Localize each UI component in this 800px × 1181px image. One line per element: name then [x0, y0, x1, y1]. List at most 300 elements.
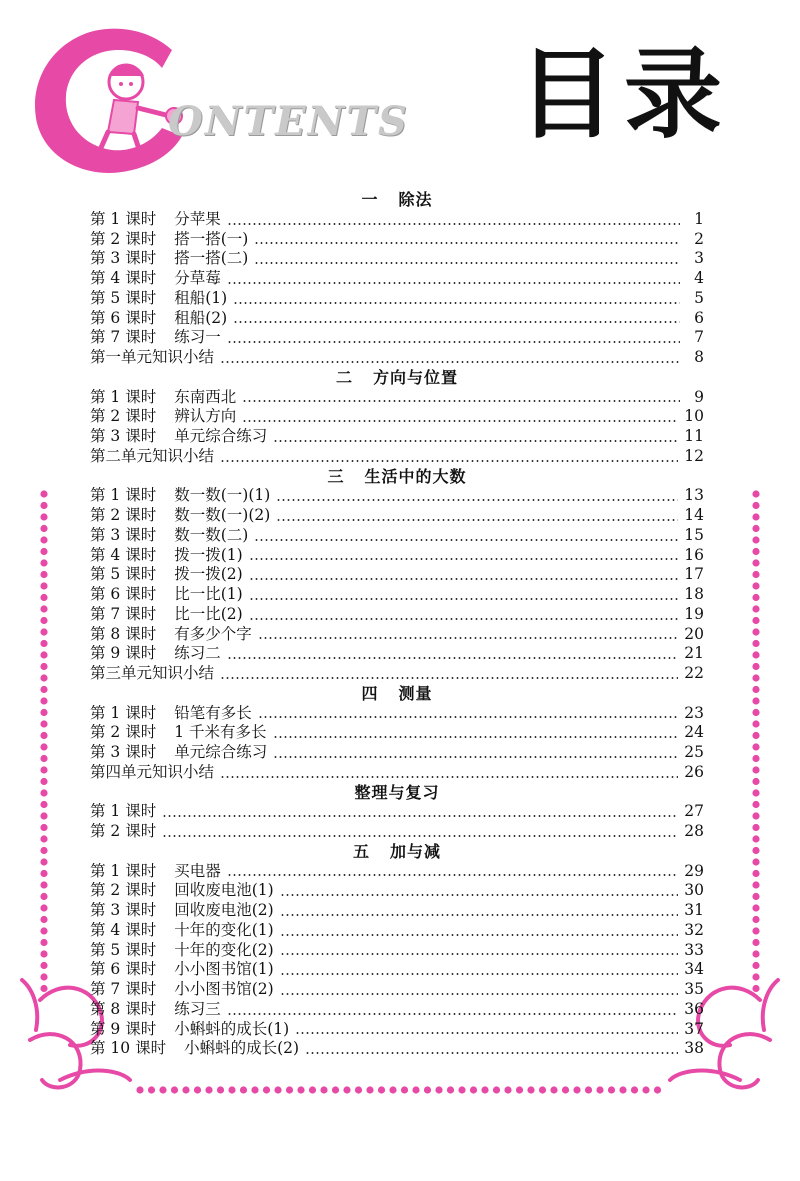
toc-lesson-row	[90, 388, 704, 408]
lesson-name: 小蝌蚪的成长(1)	[174, 1019, 290, 1038]
lesson-name: 搭一搭(一)	[174, 229, 249, 248]
lesson-name: 十年的变化(2)	[174, 940, 274, 959]
page-number: 17	[684, 565, 704, 584]
page-number: 3	[694, 249, 704, 268]
border-dot-icon	[752, 548, 759, 555]
page-number: 5	[694, 288, 704, 307]
border-dot-icon	[378, 1086, 385, 1093]
dot-leader	[227, 874, 679, 876]
unit-title: 整理与复习	[354, 782, 440, 802]
page-number: 12	[684, 446, 704, 465]
lesson-name: 回收废电池(1)	[174, 881, 274, 900]
lesson-number: 第 1 课时	[90, 703, 157, 722]
border-dot-icon	[412, 1086, 419, 1093]
border-dot-icon	[40, 651, 47, 658]
border-dot-icon	[752, 847, 759, 854]
border-dot-icon	[40, 640, 47, 647]
unit-title: 加与减	[390, 841, 442, 861]
page-number: 15	[684, 525, 704, 544]
lesson-name: 搭一搭(二)	[174, 249, 249, 268]
dot-leader	[242, 420, 678, 422]
border-dot-icon	[148, 1086, 155, 1093]
border-dot-icon	[274, 1086, 281, 1093]
border-dot-icon	[752, 617, 759, 624]
border-dot-icon	[40, 881, 47, 888]
toc-lesson-row	[90, 269, 704, 289]
border-dot-icon	[40, 950, 47, 957]
border-dot-icon	[752, 663, 759, 670]
toc-lesson-row	[90, 704, 704, 724]
border-dot-icon	[752, 973, 759, 980]
border-dot-icon	[40, 801, 47, 808]
border-dot-icon	[40, 847, 47, 854]
dot-leader	[305, 1052, 678, 1054]
page-number: 4	[694, 269, 704, 287]
border-dot-icon	[752, 962, 759, 969]
border-dot-icon	[752, 720, 759, 727]
lesson-number: 第 5 课时	[90, 940, 157, 959]
border-dot-icon	[752, 778, 759, 785]
lesson-number: 第 4 课时	[90, 920, 157, 939]
lesson-number: 第 7 课时	[90, 604, 157, 623]
border-dot-icon	[40, 755, 47, 762]
dot-leader	[280, 934, 679, 936]
page-number: 28	[684, 822, 704, 840]
border-dot-icon	[642, 1086, 649, 1093]
lesson-number: 第 6 课时	[90, 960, 157, 979]
lesson-name: 第四单元知识小结	[90, 762, 215, 781]
dot-leader	[242, 400, 680, 402]
border-dot-icon	[320, 1086, 327, 1093]
lesson-number: 第 2 课时	[90, 822, 157, 840]
border-dot-icon	[481, 1086, 488, 1093]
page-number: 38	[684, 1039, 704, 1058]
dot-leader	[227, 1013, 679, 1015]
border-dot-icon	[752, 502, 759, 509]
border-dot-icon	[504, 1086, 511, 1093]
border-dot-icon	[40, 674, 47, 681]
border-dot-icon	[40, 835, 47, 842]
dot-leader	[162, 815, 678, 817]
page-number: 23	[684, 703, 704, 722]
dot-leader	[258, 716, 679, 718]
border-dot-icon	[40, 582, 47, 589]
toc-summary-row	[90, 348, 704, 368]
border-dot-icon	[40, 605, 47, 612]
lesson-number: 第 4 课时	[90, 545, 157, 564]
lesson-number: 第 2 课时	[90, 229, 157, 248]
lesson-number: 第 5 课时	[90, 565, 157, 584]
lesson-name: 数一数(一)(2)	[174, 506, 271, 524]
toc-lesson-row	[90, 802, 704, 822]
border-dot-icon	[40, 962, 47, 969]
border-dot-icon	[752, 732, 759, 739]
toc-lesson-row	[90, 941, 704, 961]
toc-lesson-row	[90, 486, 704, 506]
toc-lesson-row	[90, 921, 704, 941]
toc-lesson-row	[90, 249, 704, 269]
toc-lesson-row	[90, 1020, 704, 1040]
dot-leader	[220, 776, 678, 778]
unit-title: 除法	[398, 190, 433, 209]
lesson-name: 买电器	[174, 861, 221, 880]
page-number: 19	[684, 604, 704, 623]
unit-heading	[90, 783, 704, 803]
lesson-name: 回收废电池(2)	[174, 901, 274, 919]
page-number: 30	[684, 881, 704, 900]
page-number: 31	[684, 901, 704, 919]
page-number: 26	[684, 762, 704, 781]
page-number: 24	[684, 723, 704, 742]
page-number: 16	[684, 545, 704, 564]
page-number: 34	[684, 960, 704, 979]
toc-lesson-row	[90, 309, 704, 329]
toc-lesson-row	[90, 862, 704, 882]
lesson-name: 比一比(1)	[174, 585, 243, 603]
page-number: 8	[694, 348, 704, 366]
border-dot-icon	[752, 755, 759, 762]
toc-lesson-row	[90, 328, 704, 348]
lesson-name: 十年的变化(1)	[174, 920, 274, 939]
page-number: 27	[684, 802, 704, 821]
page-number: 32	[684, 920, 704, 939]
border-dot-icon	[631, 1086, 638, 1093]
border-dot-icon	[40, 536, 47, 543]
border-dot-icon	[40, 824, 47, 831]
lesson-number: 第 3 课时	[90, 743, 157, 761]
lesson-name: 分草莓	[174, 269, 221, 287]
toc-lesson-row	[90, 289, 704, 309]
lesson-number: 第 1 课时	[90, 209, 157, 228]
border-dot-icon	[40, 525, 47, 532]
border-dot-icon	[752, 686, 759, 693]
dot-leader	[249, 578, 679, 580]
border-dot-icon	[343, 1086, 350, 1093]
page-number: 13	[684, 486, 704, 505]
border-dot-icon	[159, 1086, 166, 1093]
border-dot-icon	[40, 904, 47, 911]
border-dot-icon	[752, 525, 759, 532]
border-dot-icon	[424, 1086, 431, 1093]
border-dot-icon	[752, 927, 759, 934]
dot-leader	[280, 953, 679, 955]
unit-number: 一	[361, 190, 379, 209]
border-dot-icon	[389, 1086, 396, 1093]
page-number: 11	[684, 427, 704, 445]
lesson-number: 第 4 课时	[90, 269, 157, 287]
unit-title: 生活中的大数	[364, 466, 467, 486]
lesson-number: 第 3 课时	[90, 901, 157, 919]
border-dot-icon	[40, 939, 47, 946]
page-number: 6	[694, 308, 704, 327]
unit-title: 方向与位置	[373, 367, 459, 387]
border-dot-icon	[752, 916, 759, 923]
border-dot-icon	[40, 697, 47, 704]
border-dot-icon	[366, 1086, 373, 1093]
lesson-name: 租船(2)	[174, 308, 228, 327]
unit-number: 二	[335, 367, 353, 387]
border-dot-icon	[585, 1086, 592, 1093]
border-dot-icon	[263, 1086, 270, 1093]
border-dot-icon	[40, 513, 47, 520]
lesson-name: 练习一	[174, 328, 221, 347]
border-dot-icon	[40, 812, 47, 819]
border-dot-icon	[40, 628, 47, 635]
border-dot-icon	[608, 1086, 615, 1093]
contents-wordmark: ONTENTS	[168, 98, 409, 145]
unit-number: 三	[327, 466, 345, 486]
lesson-number: 第 2 课时	[90, 407, 157, 426]
page-number: 7	[694, 328, 704, 347]
table-of-contents	[90, 190, 704, 1059]
lesson-number: 第 6 课时	[90, 585, 157, 603]
dot-leader	[276, 499, 678, 501]
border-dot-icon	[516, 1086, 523, 1093]
border-dot-icon	[40, 594, 47, 601]
border-dot-icon	[40, 502, 47, 509]
border-dot-icon	[752, 950, 759, 957]
lesson-name: 拨一拨(1)	[174, 545, 243, 564]
border-dot-icon	[40, 858, 47, 865]
border-dot-icon	[40, 743, 47, 750]
border-dot-icon	[40, 766, 47, 773]
border-dot-icon	[40, 916, 47, 923]
toc-lesson-row	[90, 960, 704, 980]
lesson-name: 租船(1)	[174, 288, 228, 307]
page-number: 25	[684, 743, 704, 761]
border-dot-icon	[435, 1086, 442, 1093]
lesson-number: 第 3 课时	[90, 427, 157, 445]
unit-heading	[90, 684, 704, 704]
toc-lesson-row	[90, 210, 704, 230]
dot-leader	[254, 262, 680, 264]
border-dot-icon	[182, 1086, 189, 1093]
page-number: 37	[684, 1019, 704, 1038]
lesson-number: 第 2 课时	[90, 506, 157, 524]
border-dot-icon	[40, 617, 47, 624]
border-dot-icon	[470, 1086, 477, 1093]
lesson-name: 单元综合练习	[174, 427, 268, 445]
border-dot-icon	[562, 1086, 569, 1093]
toc-lesson-row	[90, 506, 704, 526]
border-dot-icon	[752, 628, 759, 635]
lesson-number: 第 1 课时	[90, 486, 157, 505]
border-dot-icon	[752, 605, 759, 612]
border-dot-icon	[136, 1086, 143, 1093]
lesson-number: 第 7 课时	[90, 328, 157, 347]
border-dot-icon	[40, 870, 47, 877]
toc-lesson-row	[90, 644, 704, 664]
border-dot-icon	[752, 789, 759, 796]
lesson-name: 小小图书馆(2)	[174, 980, 274, 998]
dot-leader	[220, 460, 678, 462]
toc-lesson-row	[90, 526, 704, 546]
toc-lesson-row	[90, 427, 704, 447]
toc-lesson-row	[90, 743, 704, 763]
border-dot-icon	[40, 663, 47, 670]
toc-lesson-row	[90, 1000, 704, 1020]
border-dot-icon	[40, 686, 47, 693]
lesson-name: 第一单元知识小结	[90, 348, 215, 366]
toc-lesson-row	[90, 585, 704, 605]
border-dot-icon	[752, 801, 759, 808]
border-dot-icon	[40, 709, 47, 716]
border-dot-icon	[309, 1086, 316, 1093]
border-dot-icon	[286, 1086, 293, 1093]
lesson-number: 第 3 课时	[90, 249, 157, 268]
lesson-number: 第 1 课时	[90, 861, 157, 880]
unit-number: 五	[352, 841, 370, 861]
border-dot-icon	[40, 927, 47, 934]
border-dot-icon	[171, 1086, 178, 1093]
lesson-name: 比一比(2)	[174, 604, 243, 623]
border-dot-icon	[752, 743, 759, 750]
border-dot-icon	[752, 582, 759, 589]
page-number: 29	[684, 861, 704, 880]
border-dot-icon	[752, 513, 759, 520]
border-dot-icon	[752, 893, 759, 900]
toc-lesson-row	[90, 881, 704, 901]
border-dot-icon	[752, 571, 759, 578]
lesson-name: 东南西北	[174, 387, 237, 406]
dot-leader	[249, 558, 679, 560]
page-number: 1	[694, 209, 704, 228]
border-dot-icon	[194, 1086, 201, 1093]
unit-title: 测量	[398, 683, 433, 703]
toc-summary-row	[90, 763, 704, 783]
border-dot-icon	[40, 789, 47, 796]
lesson-name: 分苹果	[174, 209, 221, 228]
border-dot-icon	[752, 697, 759, 704]
border-dot-icon	[40, 985, 47, 992]
toc-lesson-row	[90, 1039, 704, 1059]
border-dot-icon	[752, 674, 759, 681]
dot-leader	[254, 539, 678, 541]
border-dot-icon	[355, 1086, 362, 1093]
page-number: 20	[684, 624, 704, 643]
unit-number: 四	[361, 683, 379, 703]
border-dot-icon	[752, 640, 759, 647]
border-dot-icon	[752, 985, 759, 992]
border-dot-icon	[752, 881, 759, 888]
border-dot-icon	[752, 536, 759, 543]
lesson-number: 第 10 课时	[90, 1039, 167, 1058]
border-dot-icon	[539, 1086, 546, 1093]
unit-heading	[90, 368, 704, 388]
dot-leader	[233, 321, 680, 323]
lesson-number: 第 5 课时	[90, 288, 157, 307]
lesson-name: 拨一拨(2)	[174, 565, 243, 584]
toc-lesson-row	[90, 230, 704, 250]
border-dot-icon	[619, 1086, 626, 1093]
page-number: 10	[684, 407, 704, 426]
toc-lesson-row	[90, 901, 704, 921]
dot-leader	[273, 440, 678, 442]
border-dot-icon	[217, 1086, 224, 1093]
border-dot-icon	[228, 1086, 235, 1093]
dot-leader	[254, 242, 680, 244]
lesson-name: 单元综合练习	[174, 743, 268, 761]
border-dot-icon	[573, 1086, 580, 1093]
dot-leader	[276, 519, 678, 521]
dot-leader	[280, 914, 679, 916]
dot-leader	[280, 973, 679, 975]
lesson-number: 第 6 课时	[90, 308, 157, 327]
page-number: 2	[694, 229, 704, 248]
dot-leader	[258, 637, 679, 639]
dot-leader	[249, 598, 679, 600]
border-dot-icon	[752, 766, 759, 773]
dot-leader	[273, 756, 678, 758]
dot-leader	[227, 657, 679, 659]
dot-leader	[227, 223, 680, 225]
lesson-number: 第 1 课时	[90, 387, 157, 406]
border-dot-icon	[527, 1086, 534, 1093]
border-dot-icon	[332, 1086, 339, 1093]
border-dot-icon	[752, 904, 759, 911]
dot-leader	[249, 618, 679, 620]
dot-leader	[233, 302, 680, 304]
page-number: 21	[684, 644, 704, 663]
dot-leader	[227, 341, 680, 343]
lesson-number: 第 9 课时	[90, 1019, 157, 1038]
toc-lesson-row	[90, 980, 704, 1000]
page-number: 14	[684, 506, 704, 524]
page-title: 目录	[518, 38, 731, 152]
lesson-name: 小蝌蚪的成长(2)	[184, 1039, 300, 1058]
border-dot-icon	[596, 1086, 603, 1093]
dot-leader	[280, 894, 679, 896]
lesson-number: 第 1 课时	[90, 802, 157, 821]
lesson-name: 数一数(二)	[174, 525, 249, 544]
page-number: 18	[684, 585, 704, 603]
border-dot-icon	[752, 594, 759, 601]
border-dot-icon	[401, 1086, 408, 1093]
lesson-number: 第 8 课时	[90, 999, 157, 1018]
border-dot-icon	[752, 835, 759, 842]
dot-leader	[295, 1032, 678, 1034]
lesson-name: 1 千米有多长	[174, 723, 267, 742]
lesson-number: 第 2 课时	[90, 881, 157, 900]
lesson-name: 练习二	[174, 644, 221, 663]
dot-leader	[220, 361, 680, 363]
border-dot-icon	[40, 720, 47, 727]
dot-leader	[280, 993, 679, 995]
toc-lesson-row	[90, 407, 704, 427]
toc-lesson-row	[90, 822, 704, 842]
border-dot-icon	[752, 812, 759, 819]
border-dot-icon	[251, 1086, 258, 1093]
lesson-name: 有多少个字	[174, 624, 252, 643]
dot-leader	[162, 835, 678, 837]
border-dot-icon	[458, 1086, 465, 1093]
toc-lesson-row	[90, 546, 704, 566]
border-dot-icon	[40, 490, 47, 497]
border-dot-icon	[40, 893, 47, 900]
page-header	[0, 0, 800, 180]
page-number: 33	[684, 940, 704, 959]
border-dot-icon	[40, 973, 47, 980]
border-dot-icon	[40, 732, 47, 739]
border-dot-icon	[752, 709, 759, 716]
unit-heading	[90, 842, 704, 862]
border-dot-icon	[752, 870, 759, 877]
lesson-number: 第 2 课时	[90, 723, 157, 742]
dot-leader	[227, 282, 680, 284]
page-number: 36	[684, 999, 704, 1018]
border-dot-icon	[752, 490, 759, 497]
dot-leader	[220, 677, 678, 679]
